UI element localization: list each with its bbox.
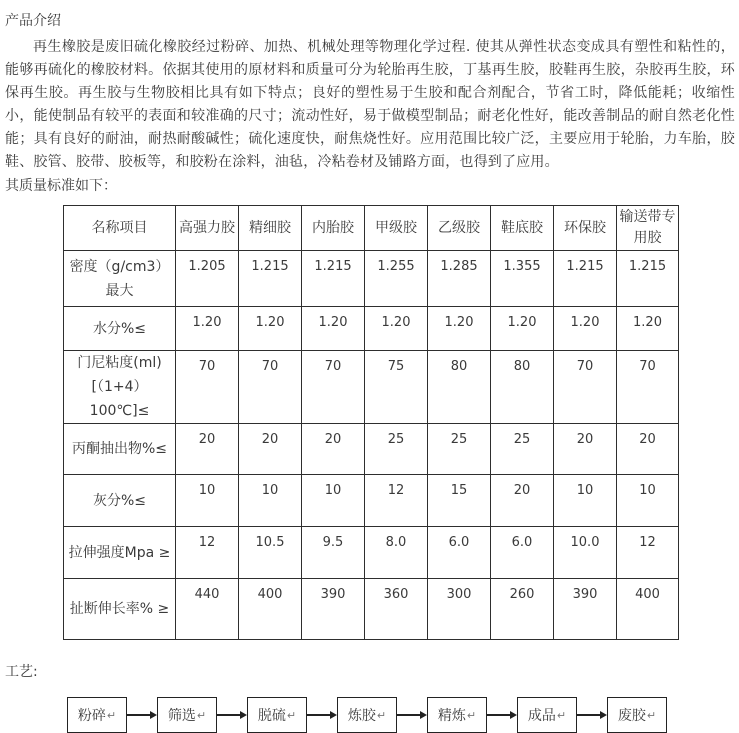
standards-caption: 其质量标准如下： — [5, 178, 117, 194]
return-mark-icon: ↵ — [376, 708, 387, 722]
value-cell: 10.0 — [554, 527, 617, 579]
arrow-right-icon — [217, 711, 247, 719]
value-cell: 12 — [365, 475, 428, 527]
value-cell: 400 — [239, 579, 302, 640]
value-cell: 70 — [554, 351, 617, 424]
return-mark-icon: ↵ — [556, 708, 567, 722]
process-step-box — [67, 697, 127, 733]
value-cell: 1.355 — [491, 251, 554, 307]
arrow-line — [127, 714, 150, 716]
row-label-cell: 灰分%≤ — [64, 475, 176, 527]
value-cell: 1.20 — [365, 307, 428, 351]
row-label-cell: 密度（g/cm3）最大 — [64, 251, 176, 307]
value-cell: 70 — [176, 351, 239, 424]
value-cell: 1.20 — [554, 307, 617, 351]
arrow-right-icon — [127, 711, 157, 719]
value-cell: 25 — [365, 424, 428, 475]
arrow-right-icon — [397, 711, 427, 719]
process-step-box — [337, 697, 397, 733]
arrow-head — [600, 711, 607, 719]
return-mark-icon: ↵ — [286, 708, 297, 722]
value-cell: 10 — [554, 475, 617, 527]
value-cell: 1.20 — [428, 307, 491, 351]
value-cell: 20 — [491, 475, 554, 527]
table-row — [64, 251, 679, 307]
return-mark-icon: ↵ — [466, 708, 477, 722]
value-cell: 6.0 — [491, 527, 554, 579]
table-header-row — [64, 206, 679, 251]
value-cell: 20 — [239, 424, 302, 475]
return-mark-icon: ↵ — [196, 708, 207, 722]
arrow-head — [420, 711, 427, 719]
arrow-line — [397, 714, 420, 716]
table-header-cell: 高强力胶 — [176, 206, 239, 251]
value-cell: 1.20 — [176, 307, 239, 351]
value-cell: 9.5 — [302, 527, 365, 579]
table-row — [64, 527, 679, 579]
value-cell: 12 — [176, 527, 239, 579]
value-cell: 20 — [617, 424, 679, 475]
value-cell: 1.205 — [176, 251, 239, 307]
arrow-line — [487, 714, 510, 716]
value-cell: 1.215 — [554, 251, 617, 307]
value-cell: 1.20 — [491, 307, 554, 351]
table-header-cell: 输送带专用胶 — [617, 206, 679, 251]
arrow-line — [217, 714, 240, 716]
value-cell: 1.215 — [239, 251, 302, 307]
value-cell: 1.285 — [428, 251, 491, 307]
process-step-label: 炼胶 — [347, 708, 376, 724]
process-caption: 工艺: — [5, 664, 38, 680]
value-cell: 70 — [617, 351, 679, 424]
table-header-cell: 名称项目 — [64, 206, 176, 251]
value-cell: 15 — [428, 475, 491, 527]
arrow-right-icon — [577, 711, 607, 719]
value-cell: 1.20 — [617, 307, 679, 351]
value-cell: 300 — [428, 579, 491, 640]
arrow-head — [150, 711, 157, 719]
value-cell: 75 — [365, 351, 428, 424]
return-mark-icon: ↵ — [106, 708, 117, 722]
value-cell: 10.5 — [239, 527, 302, 579]
arrow-right-icon — [487, 711, 517, 719]
value-cell: 440 — [176, 579, 239, 640]
value-cell: 12 — [617, 527, 679, 579]
value-cell: 25 — [428, 424, 491, 475]
row-label-cell: 门尼粘度(ml)[（1+4）100℃]≤ — [64, 351, 176, 424]
row-label-cell: 拉伸强度Mpa ≥ — [64, 527, 176, 579]
value-cell: 25 — [491, 424, 554, 475]
arrow-line — [577, 714, 600, 716]
process-step-box — [157, 697, 217, 733]
value-cell: 390 — [302, 579, 365, 640]
value-cell: 1.20 — [239, 307, 302, 351]
return-mark-icon: ↵ — [646, 708, 657, 722]
value-cell: 400 — [617, 579, 679, 640]
table-row — [64, 351, 679, 424]
process-step-label: 精炼 — [437, 708, 466, 724]
value-cell: 10 — [302, 475, 365, 527]
arrow-head — [240, 711, 247, 719]
value-cell: 260 — [491, 579, 554, 640]
arrow-line — [307, 714, 330, 716]
page-title: 产品介绍 — [5, 13, 61, 29]
table-row — [64, 579, 679, 640]
value-cell: 70 — [239, 351, 302, 424]
table-header-cell: 乙级胶 — [428, 206, 491, 251]
value-cell: 1.20 — [302, 307, 365, 351]
table-row — [64, 475, 679, 527]
value-cell: 80 — [428, 351, 491, 424]
value-cell: 1.215 — [617, 251, 679, 307]
table-header-cell: 甲级胶 — [365, 206, 428, 251]
value-cell: 20 — [176, 424, 239, 475]
table-header-cell: 鞋底胶 — [491, 206, 554, 251]
arrow-head — [510, 711, 517, 719]
table-header-cell: 环保胶 — [554, 206, 617, 251]
value-cell: 360 — [365, 579, 428, 640]
process-step-box — [427, 697, 487, 733]
value-cell: 70 — [302, 351, 365, 424]
value-cell: 20 — [302, 424, 365, 475]
value-cell: 10 — [617, 475, 679, 527]
process-step-label: 筛选 — [167, 708, 196, 724]
value-cell: 10 — [239, 475, 302, 527]
process-step-label: 脱硫 — [257, 708, 286, 724]
process-step-label: 成品 — [527, 708, 556, 724]
quality-standards-table — [63, 205, 679, 640]
table-row — [64, 307, 679, 351]
value-cell: 8.0 — [365, 527, 428, 579]
process-step-box — [607, 697, 667, 733]
process-step-box — [517, 697, 577, 733]
value-cell: 10 — [176, 475, 239, 527]
table-row — [64, 424, 679, 475]
process-step-box — [247, 697, 307, 733]
row-label-cell: 水分%≤ — [64, 307, 176, 351]
process-step-label: 废胶 — [617, 708, 646, 724]
value-cell: 1.215 — [302, 251, 365, 307]
table-header-cell: 精细胶 — [239, 206, 302, 251]
arrow-head — [330, 711, 337, 719]
intro-paragraph: 再生橡胶是废旧硫化橡胶经过粉碎、加热、机械处理等物理化学过程. 使其从弹性状态变成具有塑性和粘性的，能够再硫化的橡胶材料。依据其使用的原材料和质量可分为轮胎再生胶，丁基再生胶，胶鞋再生胶，杂胶再生胶，环保再生胶。再生胶与生物胶相比具有如下特点；良好的塑性易于生胶和配合剂配合，节省工时，降低能耗；收缩性小，能使制品有较平的表面和较准确的尺寸；流动性好，易于做模型制品；耐老化性好，能改善制品的耐自然老化性能；具有良好的耐油，耐热耐酸碱性；硫化速度快，耐焦烧性好。应用范围比较广泛，主要应用于轮胎，力车胎，胶鞋、胶管、胶带、胶板等，和胶粉在涂料，油毡，冷粘卷材及铺路方面，也得到了应用。 — [5, 39, 735, 170]
value-cell: 80 — [491, 351, 554, 424]
value-cell: 6.0 — [428, 527, 491, 579]
value-cell: 1.255 — [365, 251, 428, 307]
process-flow — [67, 697, 735, 733]
value-cell: 390 — [554, 579, 617, 640]
row-label-cell: 丙酮抽出物%≤ — [64, 424, 176, 475]
process-step-label: 粉碎 — [77, 708, 106, 724]
arrow-right-icon — [307, 711, 337, 719]
table-body — [64, 251, 679, 640]
table-header-cell: 内胎胶 — [302, 206, 365, 251]
row-label-cell: 扯断伸长率% ≥ — [64, 579, 176, 640]
value-cell: 20 — [554, 424, 617, 475]
